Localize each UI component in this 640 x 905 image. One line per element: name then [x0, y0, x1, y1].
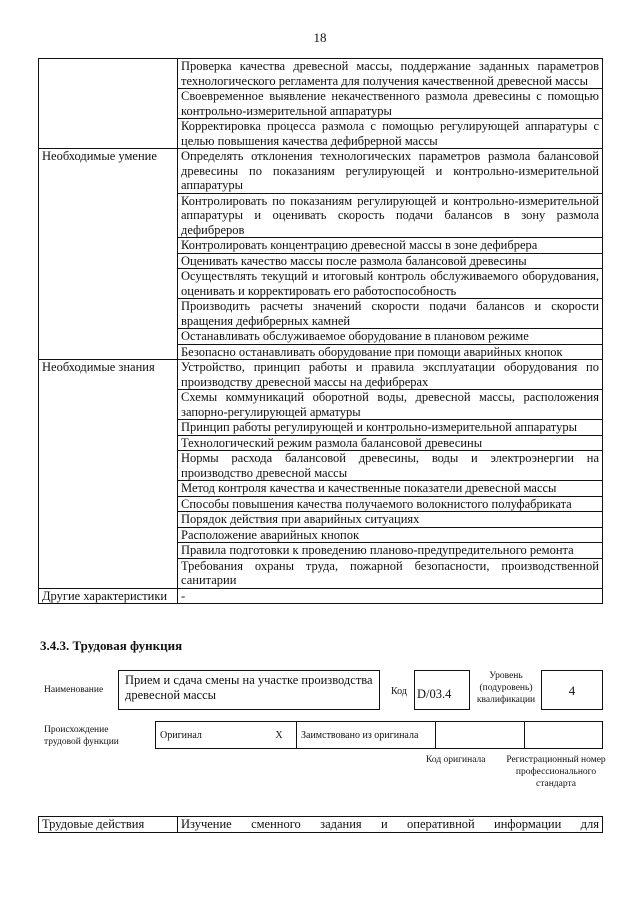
origin-code-cell	[436, 722, 525, 749]
row-item: Контролировать концентрацию древесной массы в зоне дефибрера	[178, 238, 603, 254]
reg-number-label: Регистрационный номер профессионального стандарта	[506, 755, 606, 789]
row-item: Осуществлять текущий и итоговый контроль обслуживаемого оборудования, оценивать и корректировать его работоспособность	[178, 269, 603, 299]
labor-action-item: Изучение сменного задания и оперативной информации для	[178, 817, 603, 833]
row-item: Контролировать по показаниям регулирующей и контрольно-измерительной аппаратуры и оценивать скорость подачи балансов в зону размола дефибреров	[178, 193, 603, 238]
labor-actions-table	[38, 816, 603, 833]
origin-label: Происхождение трудовой функции	[44, 725, 119, 747]
row-item: Устройство, принцип работы и правила эксплуатации оборудования по производству древесной массы на дефибрерах	[178, 360, 603, 390]
level-label: Уровень (подуровень) квалификации	[476, 671, 536, 705]
row-category	[39, 59, 178, 149]
origin-table	[155, 721, 603, 749]
row-category: Другие характеристики	[39, 588, 178, 604]
table-row	[39, 59, 603, 89]
row-item: Производить расчеты значений скорости подачи балансов и скорости вращения дефибрерных камней	[178, 299, 603, 329]
labor-actions-label: Трудовые действия	[39, 817, 178, 833]
row-item: Способы повышения качества получаемого волокнистого полуфабриката	[178, 496, 603, 512]
row-item: Своевременное выявление некачественного размола древесины с помощью контрольно-измерительной аппаратуры	[178, 89, 603, 119]
row-item: Безопасно останавливать оборудование при помощи аварийных кнопок	[178, 344, 603, 360]
page-number: 18	[313, 30, 327, 45]
row-category: Необходимые знания	[39, 360, 178, 589]
row-item: Проверка качества древесной массы, поддержание заданных параметров технологического регламента для получения качественной древесной массы	[178, 59, 603, 89]
row-item: Оценивать качество массы после размола балансовой древесины	[178, 253, 603, 269]
table-row	[39, 360, 603, 390]
row-item: Останавливать обслуживаемое оборудование в плановом режиме	[178, 329, 603, 345]
requirements-table	[38, 58, 603, 604]
row-item: Метод контроля качества и качественные показатели древесной массы	[178, 481, 603, 497]
level-value: 4	[541, 670, 603, 710]
row-item: -	[178, 588, 603, 604]
row-item: Расположение аварийных кнопок	[178, 527, 603, 543]
function-name-value: Прием и сдача смены на участке производства древесной массы	[118, 670, 380, 710]
row-item: Принцип работы регулирующей и контрольно-измерительной аппаратуры	[178, 420, 603, 436]
origin-original-label: Оригинал	[156, 722, 263, 749]
row-item: Технологический режим размола балансовой древесины	[178, 435, 603, 451]
origin-reg-cell	[525, 722, 603, 749]
row-category: Необходимые умение	[39, 149, 178, 360]
row-item: Определять отклонения технологических параметров размола балансовой древесины по показаниям регулирующей и контрольно-измерительной аппаратуры	[178, 149, 603, 194]
name-label: Наименование	[44, 685, 104, 695]
code-value: D/03.4	[414, 670, 470, 710]
row-item: Требования охраны труда, пожарной безопасности, производственной санитарии	[178, 558, 603, 588]
table-row	[39, 588, 603, 604]
code-original-label: Код оригинала	[426, 755, 486, 765]
row-item: Нормы расхода балансовой древесины, воды и электроэнергии на производство древесной массы	[178, 451, 603, 481]
section-heading: 3.4.3. Трудовая функция	[40, 638, 183, 653]
row-item: Правила подготовки к проведению планово-предупредительного ремонта	[178, 543, 603, 559]
row-item: Корректировка процесса размола с помощью регулирующей аппаратуры с целью повышения качества дефибрерной массы	[178, 119, 603, 149]
row-item: Порядок действия при аварийных ситуациях	[178, 512, 603, 528]
origin-mark: X	[262, 722, 297, 749]
code-label: Код	[391, 686, 407, 697]
origin-borrowed-label: Заимствовано из оригинала	[297, 722, 436, 749]
table-row	[39, 149, 603, 194]
row-item: Схемы коммуникаций оборотной воды, древесной массы, расположения запорно-регулирующей арматуры	[178, 390, 603, 420]
